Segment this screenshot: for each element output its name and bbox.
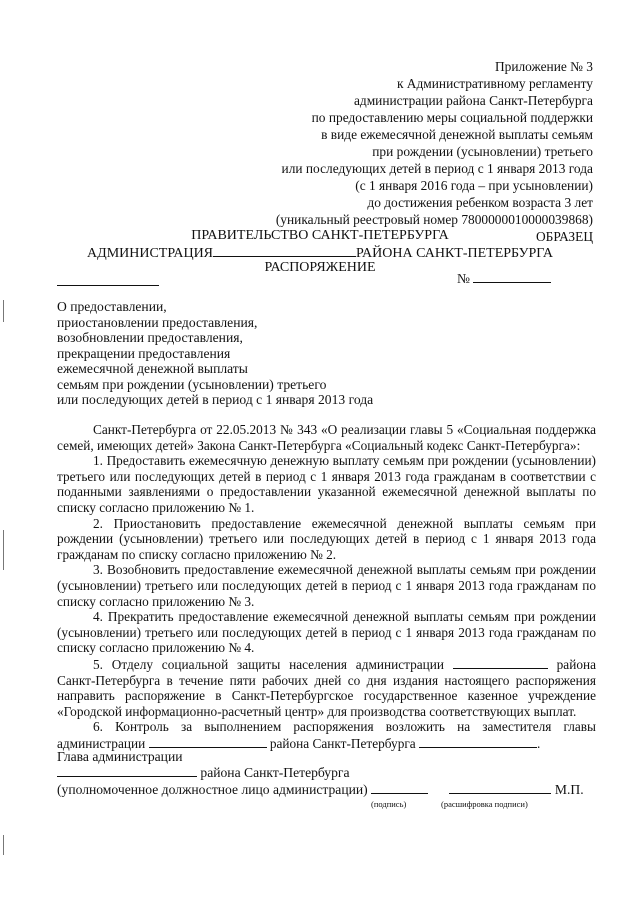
item-6-end: .	[537, 735, 541, 751]
order-body	[57, 422, 596, 751]
doc-type: РАСПОРЯЖЕНИЕ	[264, 260, 376, 275]
subject-line: или последующих детей в период с 1 января 2013 года	[57, 392, 374, 407]
item-6-district: района Санкт-Петербурга	[269, 735, 416, 751]
signature-caption: (подпись)	[371, 799, 407, 809]
annex-block	[276, 58, 593, 245]
district-blank	[57, 764, 197, 777]
number-blank	[473, 270, 551, 283]
item-5-district: района	[556, 656, 596, 672]
annex-line: по предоставлению меры социальной поддержки	[311, 110, 593, 125]
item-6	[57, 719, 596, 751]
annex-line: до достижения ребенком возраста 3 лет	[367, 195, 593, 210]
annex-line: при рождении (усыновлении) третьего	[372, 144, 593, 159]
authorized-label: (уполномоченное должностное лицо администрации)	[57, 782, 368, 797]
subject-line: семьям при рождении (усыновлении) третьего	[57, 376, 327, 392]
item-3: 3. Возобновить предоставление ежемесячной денежной выплаты семьям при рождении (усыновлении) третьего или последующих детей в период с 1 января 2013 года гражданам по списку согласно приложению № 3.	[57, 562, 596, 609]
annex-line: (с 1 января 2016 года – при усыновлении)	[355, 178, 593, 193]
intro-paragraph: Санкт-Петербурга от 22.05.2013 № 343 «О реализации главы 5 «Социальная поддержка семей, имеющих детей» Закона Санкт-Петербурга «Социальный кодекс Санкт-Петербурга»:	[57, 422, 596, 453]
district-blank	[213, 244, 356, 257]
item-6-admin: администрации	[57, 735, 146, 751]
annex-line: к Административному регламенту	[396, 76, 593, 91]
item-5-lead: 5. Отделу социальной защиты населения администрации	[93, 656, 444, 672]
administration-prefix: АДМИНИСТРАЦИЯ	[87, 246, 214, 261]
item-5-text: Санкт-Петербурга в течение пяти рабочих дней со дня издания настоящего распоряжения направить распоряжение в Санкт-Петербургское государственное казенное учреждение «Городской информационно-расчетный центр» для производства соответствующих выплат.	[57, 672, 596, 719]
district-blank	[149, 735, 267, 748]
date-blank	[57, 273, 159, 286]
signature-district-line	[57, 764, 350, 781]
annex-line: администрации района Санкт-Петербурга	[353, 93, 593, 108]
scan-edge-mark	[3, 300, 4, 322]
scan-edge-mark	[3, 530, 4, 570]
item-4: 4. Прекратить предоставление ежемесячной денежной выплаты семьям при рождении (усыновлении) третьего или последующих детей в период с 1 января 2013 года гражданам по списку согласно приложению № 4.	[57, 609, 596, 656]
annex-line: Приложение № 3	[494, 59, 593, 74]
government-title: ПРАВИТЕЛЬСТВО САНКТ-ПЕТЕРБУРГА	[191, 228, 449, 243]
signature-authorized-line	[57, 781, 584, 798]
subject-block	[57, 299, 373, 408]
number-label: №	[457, 271, 470, 286]
signature-blank	[371, 781, 428, 794]
signature-head: Глава администрации	[57, 749, 183, 764]
decode-caption: (расшифровка подписи)	[441, 799, 528, 809]
subject-line: ежемесячной денежной выплаты	[57, 361, 248, 376]
name-blank	[419, 735, 537, 748]
item-6-lead: 6. Контроль за выполнением распоряжения возложить на заместителя главы	[93, 719, 596, 735]
item-5	[57, 656, 596, 719]
seal-mark: М.П.	[554, 782, 584, 797]
administration-suffix: РАЙОНА САНКТ-ПЕТЕРБУРГА	[356, 246, 553, 261]
subject-line: приостановлении предоставления,	[57, 314, 258, 330]
annex-line: в виде ежемесячной денежной выплаты семьям	[321, 127, 593, 142]
district-blank	[453, 656, 548, 669]
sample-mark: ОБРАЗЕЦ	[536, 229, 593, 244]
item-1: 1. Предоставить ежемесячную денежную выплату семьям при рождении (усыновлении) третьего или последующих детей в период с 1 января 2013 года гражданам в соответствии с поданными заявлениями о предоставлении указанной ежемесячной денежной выплаты по списку согласно приложению № 1.	[57, 453, 596, 515]
signature-district: района Санкт-Петербурга	[200, 765, 350, 780]
annex-line: или последующих детей в период с 1 января 2013 года	[281, 161, 593, 176]
scan-edge-mark	[3, 835, 4, 855]
subject-line: О предоставлении,	[57, 299, 167, 314]
item-2: 2. Приостановить предоставление ежемесячной денежной выплаты семьям при рождении (усыновлении) третьего или последующих детей в период с 1 января 2013 года гражданам по списку согласно приложению № 2.	[57, 515, 596, 562]
number-field	[457, 270, 551, 287]
annex-line: (уникальный реестровый номер 7800000010000039868)	[275, 212, 593, 227]
decode-blank	[449, 781, 551, 794]
subject-line: возобновлении предоставления,	[57, 330, 243, 345]
subject-line: прекращении предоставления	[57, 345, 231, 361]
